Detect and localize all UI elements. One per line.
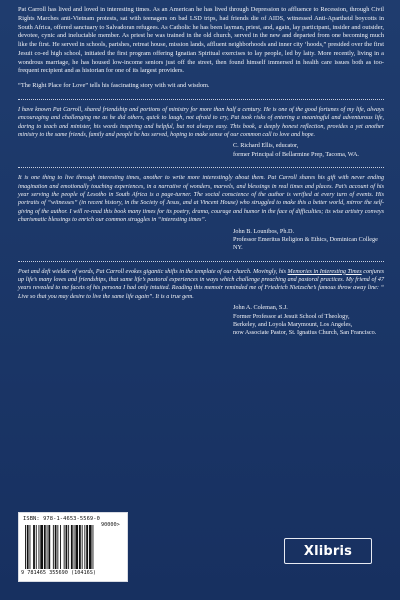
publisher-logo	[284, 538, 372, 564]
book-title-reference: Memories in Interesting Times	[287, 268, 362, 275]
testimonial-3-title-line-2: Berkeley, and Loyola Marymount, Los Angeles,	[233, 320, 353, 328]
dotted-divider	[18, 99, 384, 100]
testimonial-1-name: C. Richard Ellis, educator,	[233, 142, 299, 150]
testimonial-3-text-after: conjures up life’s many loves and friendships, that same life’s pastoral experiences in ways which challenge preaching and pastoral practices. My friend of 47 years revealed to me facets of his persona I had only intuited. Reading this memoir reminded me of Friedrich Nietzsche’s famous throw away line: “ Live so that you may desire to live the same life again”. It is a true gem.	[18, 268, 385, 300]
testimonial-3-title-line-3: now Associate Pastor, St. Ignatius Church, San Francisco.	[233, 329, 377, 337]
publisher-name: Xlibris	[303, 543, 353, 559]
dotted-divider	[18, 261, 384, 262]
testimonial-2-title: Professor Emeritus Religion & Ethics, Dominican College NY.	[233, 235, 378, 252]
testimonial-3-name: John A. Coleman, S.J.	[233, 304, 288, 312]
barcode-digits: 9 781465 355690 (10416S)	[21, 570, 96, 576]
testimonial-1-title: former Principal of Bellarmine Prep, Tacoma, WA.	[233, 150, 359, 158]
testimonial-3-text	[18, 268, 384, 302]
dotted-divider	[18, 167, 384, 168]
testimonial-2-attribution	[18, 228, 384, 253]
author-bio: Pat Carroll has lived and loved in interesting times. As an American he has lived through Depression to affluence to Recession, through Civil Rights Marches anti-Vietnam protests, sat with teenagers on bad LSD trips, had friends die of AIDS, witnessed Anti-Apartheid boycotts in South Africa, offered sanctuary to Salvadoran refugees. As Catholic he has been layman, priest, and, again, lay participant, insider and outsider, devotee, cynic and ineluctable member. As priest he was trained in the old church, served in the new and departed from one becoming much like the first. He served in schools, parishes, retreat house, mission lands, affluent neighborhoods and inner city ‘hoods,” presided over the first Jesuit co-ed high school, initiated the first program offering Ignatian Spiritual exercises to lay people, led by laity. More recently, living in a wondrous marriage, he has housed low-income seniors just off the street, then found himself immersed in health care issues both as too-frequent recipient and as historian for one of its largest providers.	[18, 6, 384, 75]
testimonial-3-text-before: Poet and deft wielder of words, Pat Carroll evokes gigantic shifts in the template of our church. Movingly, his	[18, 268, 288, 275]
testimonial-2-name: John B. Lounibos, Ph.D.	[233, 227, 295, 235]
testimonial-1-attribution	[18, 142, 384, 159]
barcode-bars-icon	[23, 525, 123, 569]
isbn-number: ISBN: 978-1-4653-5569-0	[23, 516, 100, 522]
testimonial-3-attribution	[18, 304, 384, 337]
price-code: 90000>	[101, 522, 120, 528]
testimonial-2-text: It is one thing to live through interesting times, another to write more interestingly about them. Pat Carroll shares his gift with never ending imagination and emotionally touching experiences, in a narrative of wonders, marvels, and blessings in real times and places. Pat’s account of his year serving the people of Lesotho in South Africa is a page-turner. The social conscience of the author is verified at every turn of events. His portraits of “witnesses” (in recent history, in the Society of Jesus, and at Vincent House) who struggled to make this a better world, mirror the self-giving of the author. I will re-read this book many times for its poetry, drama, courage and humor in the face of difficulties; its wise artistry conveys charismatic blessings to enrich our common struggles in “interesting times”.	[18, 175, 384, 224]
back-cover-content	[18, 6, 384, 338]
book-tagline: “The Right Place for Love” tells his fascinating story with wit and wisdom.	[18, 82, 210, 89]
testimonial-1-text: I have known Pat Carroll, shared friendship and portions of ministry for more than half a century. He is one of the good fortunes of my life, always encouraging and challenging me as he did others, quick to laugh, not afraid to cry, Pat took risks of entering a meaningful and adventurous life, daring to teach and minister, his words inspiring and helpful, but not always easy. This book, a deeply honest reflection, provides a yet another ministry to the same friends, family and people he has served, hoping to make sense of our common call to love and hope.	[18, 106, 384, 138]
isbn-barcode	[18, 512, 128, 582]
testimonial-3-title-line-1: Former Professor at Jesuit School of Theology,	[233, 312, 350, 320]
